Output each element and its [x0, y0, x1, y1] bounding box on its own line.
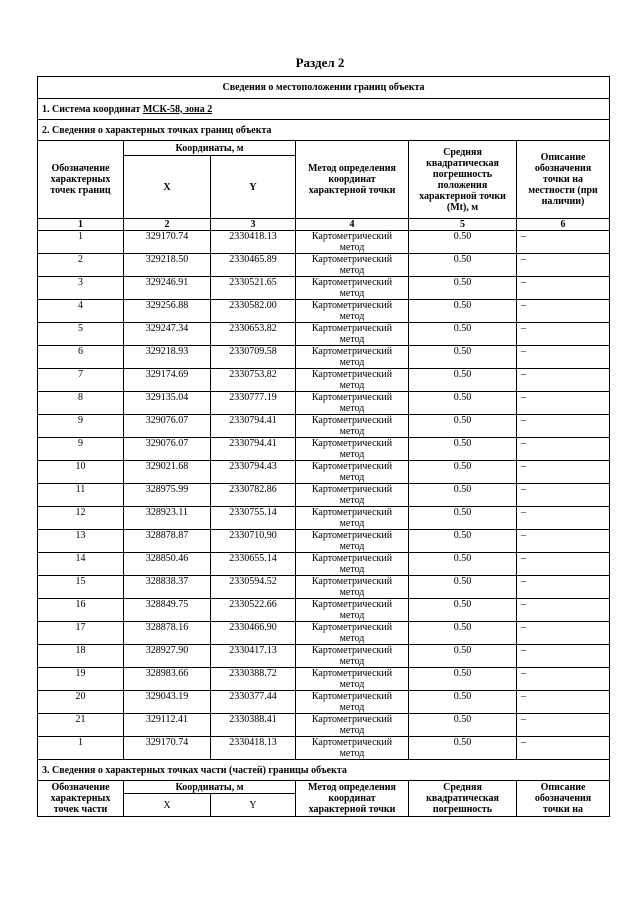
error-value: 0.50 [409, 691, 517, 714]
coord-x: 328975.99 [124, 484, 211, 507]
description: – [517, 369, 610, 392]
description: – [517, 254, 610, 277]
coord-y: 2330653.82 [211, 323, 296, 346]
table-row [38, 622, 610, 645]
error-value: 0.50 [409, 530, 517, 553]
description: – [517, 300, 610, 323]
coord-y: 2330794.43 [211, 461, 296, 484]
header3-description: Описание обозначения точки на [517, 781, 610, 817]
table-row [38, 415, 610, 438]
point-number: 18 [38, 645, 124, 668]
coord-y: 2330418.13 [211, 737, 296, 760]
coord-x: 328927.90 [124, 645, 211, 668]
coord-y: 2330655.14 [211, 553, 296, 576]
coord-x: 328878.87 [124, 530, 211, 553]
coord-x: 329043.19 [124, 691, 211, 714]
table-row [38, 461, 610, 484]
method: Картометрический метод [296, 346, 409, 369]
point-number: 20 [38, 691, 124, 714]
header-method: Метод определения координат характерной точки [296, 141, 409, 219]
coord-y: 2330582.00 [211, 300, 296, 323]
description: – [517, 691, 610, 714]
description: – [517, 576, 610, 599]
coord-y: 2330594.52 [211, 576, 296, 599]
description: – [517, 553, 610, 576]
error-value: 0.50 [409, 277, 517, 300]
header-coords: Координаты, м [124, 141, 296, 156]
col-number: 2 [124, 219, 211, 231]
coord-y: 2330388.41 [211, 714, 296, 737]
table-row [38, 277, 610, 300]
coord-x: 329170.74 [124, 737, 211, 760]
method: Картометрический метод [296, 484, 409, 507]
description: – [517, 323, 610, 346]
point-number: 12 [38, 507, 124, 530]
coord-y: 2330794.41 [211, 415, 296, 438]
header-y: Y [211, 156, 296, 219]
coord-y: 2330417.13 [211, 645, 296, 668]
coord-x: 328983.66 [124, 668, 211, 691]
col-number: 5 [409, 219, 517, 231]
header3-designation: Обозначение характерных точек части [38, 781, 124, 817]
error-value: 0.50 [409, 553, 517, 576]
coord-system-label: 1. Система координат [42, 103, 141, 115]
error-value: 0.50 [409, 622, 517, 645]
method: Картометрический метод [296, 392, 409, 415]
point-number: 15 [38, 576, 124, 599]
section3-label: 3. Сведения о характерных точках части (частей) границы объекта [38, 760, 610, 781]
coord-y: 2330522.66 [211, 599, 296, 622]
point-number: 10 [38, 461, 124, 484]
point-number: 8 [38, 392, 124, 415]
error-value: 0.50 [409, 507, 517, 530]
coord-y: 2330782.86 [211, 484, 296, 507]
table-row [38, 484, 610, 507]
error-value: 0.50 [409, 392, 517, 415]
error-value: 0.50 [409, 346, 517, 369]
table-row [38, 714, 610, 737]
method: Картометрический метод [296, 507, 409, 530]
table-row [38, 599, 610, 622]
coord-x: 329112.41 [124, 714, 211, 737]
error-value: 0.50 [409, 484, 517, 507]
description: – [517, 415, 610, 438]
point-number: 2 [38, 254, 124, 277]
point-number: 1 [38, 737, 124, 760]
table-row [38, 300, 610, 323]
description: – [517, 231, 610, 254]
point-number: 3 [38, 277, 124, 300]
description: – [517, 438, 610, 461]
coord-x: 329174.69 [124, 369, 211, 392]
section-title: Раздел 2 [295, 55, 345, 70]
coord-y: 2330709.58 [211, 346, 296, 369]
header3-error: Средняя квадратическая погрешность [409, 781, 517, 817]
coord-x: 329076.07 [124, 415, 211, 438]
error-value: 0.50 [409, 576, 517, 599]
coord-y: 2330710.90 [211, 530, 296, 553]
method: Картометрический метод [296, 622, 409, 645]
table-row [38, 553, 610, 576]
error-value: 0.50 [409, 668, 517, 691]
description: – [517, 277, 610, 300]
error-value: 0.50 [409, 231, 517, 254]
header3-x: X [124, 794, 211, 817]
error-value: 0.50 [409, 415, 517, 438]
method: Картометрический метод [296, 599, 409, 622]
header3-method: Метод определения координат характерной точки [296, 781, 409, 817]
method: Картометрический метод [296, 553, 409, 576]
header3-coords: Координаты, м [124, 781, 296, 794]
point-number: 5 [38, 323, 124, 346]
error-value: 0.50 [409, 714, 517, 737]
coord-system-row [38, 99, 610, 120]
boundary-points-table [37, 76, 610, 817]
table-row [38, 392, 610, 415]
description: – [517, 622, 610, 645]
method: Картометрический метод [296, 438, 409, 461]
coord-x: 329076.07 [124, 438, 211, 461]
description: – [517, 346, 610, 369]
point-number: 17 [38, 622, 124, 645]
coord-x: 329247.34 [124, 323, 211, 346]
coord-y: 2330753.82 [211, 369, 296, 392]
point-number: 16 [38, 599, 124, 622]
point-number: 9 [38, 438, 124, 461]
coord-y: 2330465.89 [211, 254, 296, 277]
method: Картометрический метод [296, 369, 409, 392]
point-number: 7 [38, 369, 124, 392]
method: Картометрический метод [296, 714, 409, 737]
coord-x: 329021.68 [124, 461, 211, 484]
table-row [38, 645, 610, 668]
description: – [517, 599, 610, 622]
method: Картометрический метод [296, 277, 409, 300]
header-error: Средняя квадратическая погрешность положения характерной точки (Mt), м [409, 141, 517, 219]
table-row [38, 323, 610, 346]
point-number: 19 [38, 668, 124, 691]
coord-x: 328850.46 [124, 553, 211, 576]
col-number: 4 [296, 219, 409, 231]
coord-x: 329135.04 [124, 392, 211, 415]
table-row [38, 530, 610, 553]
error-value: 0.50 [409, 254, 517, 277]
table-row [38, 254, 610, 277]
coord-x: 328923.11 [124, 507, 211, 530]
point-number: 21 [38, 714, 124, 737]
coord-y: 2330466.90 [211, 622, 296, 645]
method: Картометрический метод [296, 530, 409, 553]
header-designation: Обозначение характерных точек границ [38, 141, 124, 219]
method: Картометрический метод [296, 415, 409, 438]
table-row [38, 507, 610, 530]
header3-y: Y [211, 794, 296, 817]
col-number: 6 [517, 219, 610, 231]
table-row [38, 231, 610, 254]
coord-x: 328849.75 [124, 599, 211, 622]
point-number: 1 [38, 231, 124, 254]
table-row [38, 576, 610, 599]
error-value: 0.50 [409, 438, 517, 461]
table-row [38, 438, 610, 461]
coord-x: 329218.50 [124, 254, 211, 277]
description: – [517, 507, 610, 530]
col-number: 3 [211, 219, 296, 231]
coord-y: 2330755.14 [211, 507, 296, 530]
point-number: 4 [38, 300, 124, 323]
point-number: 13 [38, 530, 124, 553]
description: – [517, 461, 610, 484]
coord-x: 328838.37 [124, 576, 211, 599]
error-value: 0.50 [409, 300, 517, 323]
description: – [517, 668, 610, 691]
description: – [517, 484, 610, 507]
table-row [38, 369, 610, 392]
method: Картометрический метод [296, 645, 409, 668]
coord-system-value: МСК-58, зона 2 [142, 103, 213, 115]
method: Картометрический метод [296, 323, 409, 346]
coord-y: 2330777.19 [211, 392, 296, 415]
coord-x: 329246.91 [124, 277, 211, 300]
table-title: Сведения о местоположении границ объекта [38, 77, 610, 99]
method: Картометрический метод [296, 668, 409, 691]
error-value: 0.50 [409, 323, 517, 346]
method: Картометрический метод [296, 737, 409, 760]
description: – [517, 714, 610, 737]
coord-y: 2330377.44 [211, 691, 296, 714]
description: – [517, 645, 610, 668]
coord-y: 2330418.13 [211, 231, 296, 254]
table-row [38, 668, 610, 691]
header-x: X [124, 156, 211, 219]
error-value: 0.50 [409, 369, 517, 392]
method: Картометрический метод [296, 231, 409, 254]
table-row [38, 737, 610, 760]
description: – [517, 737, 610, 760]
column-numbers-row [38, 219, 610, 231]
point-number: 14 [38, 553, 124, 576]
error-value: 0.50 [409, 645, 517, 668]
point-number: 6 [38, 346, 124, 369]
coord-x: 329256.88 [124, 300, 211, 323]
method: Картометрический метод [296, 691, 409, 714]
error-value: 0.50 [409, 737, 517, 760]
description: – [517, 530, 610, 553]
method: Картометрический метод [296, 576, 409, 599]
method: Картометрический метод [296, 254, 409, 277]
section2-label: 2. Сведения о характерных точках границ объекта [38, 120, 610, 141]
method: Картометрический метод [296, 300, 409, 323]
coord-y: 2330521.65 [211, 277, 296, 300]
error-value: 0.50 [409, 599, 517, 622]
point-number: 9 [38, 415, 124, 438]
coord-x: 329170.74 [124, 231, 211, 254]
error-value: 0.50 [409, 461, 517, 484]
point-number: 11 [38, 484, 124, 507]
coord-x: 328878.16 [124, 622, 211, 645]
description: – [517, 392, 610, 415]
coord-y: 2330794.41 [211, 438, 296, 461]
header-description: Описание обозначения точки на местности (при наличии) [517, 141, 610, 219]
coord-y: 2330388.72 [211, 668, 296, 691]
method: Картометрический метод [296, 461, 409, 484]
col-number: 1 [38, 219, 124, 231]
table-row [38, 691, 610, 714]
coord-x: 329218.93 [124, 346, 211, 369]
table-row [38, 346, 610, 369]
